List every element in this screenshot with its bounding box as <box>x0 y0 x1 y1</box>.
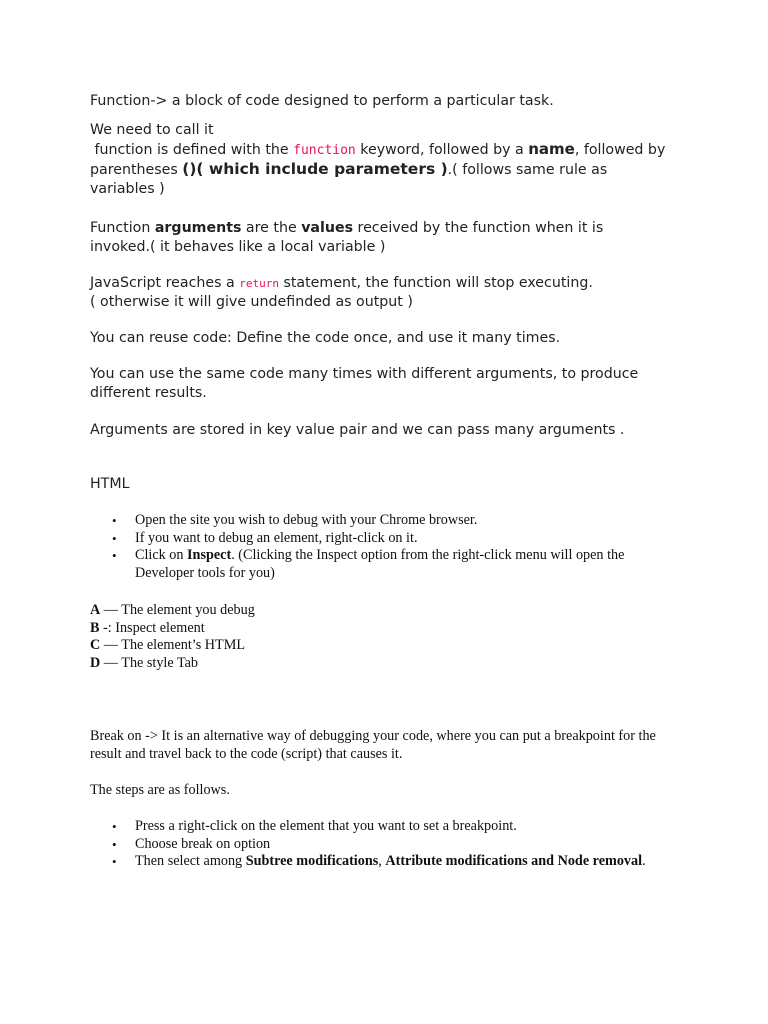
call-line-text: We need to call it <box>90 122 214 138</box>
stored-arguments-text: Arguments are stored in key value pair and we can pass many arguments . <box>90 422 625 438</box>
call-text-mid2: , followed by parentheses <box>90 142 666 178</box>
legend-key-a: A <box>90 602 101 618</box>
break-step-1-text: Press a right-click on the element that you want to set a breakpoint. <box>135 818 517 834</box>
function-call-paragraph <box>90 121 670 199</box>
call-text-pre: function is defined with the <box>90 142 294 158</box>
arguments-text-tail: received by the function when it is invoked.( it behaves like a local variable ) <box>90 220 604 255</box>
legend-item-d <box>90 655 680 673</box>
call-text-tail: .( follows same rule as variables ) <box>90 162 608 197</box>
function-keyword-code: function <box>293 143 356 158</box>
legend-item-b <box>90 620 680 638</box>
break-step-2-text: Choose break on option <box>135 835 271 852</box>
legend-item-a <box>90 602 680 620</box>
same-code-paragraph <box>90 365 670 403</box>
legend-text-d: — The style Tab <box>100 654 199 671</box>
debug-step-3-pre: Click on <box>135 547 188 563</box>
name-bold: name <box>528 140 575 158</box>
legend-text-c: — The element’s HTML <box>100 637 245 653</box>
return-text-tail: statement, the function will stop executing. <box>278 275 593 291</box>
function-definition-paragraph <box>90 92 680 111</box>
steps-intro-text: The steps are as follows. <box>90 782 230 798</box>
return-text-line2: ( otherwise it will give undefinded as output ) <box>90 294 413 310</box>
values-bold: values <box>301 220 354 236</box>
reuse-paragraph <box>90 329 680 348</box>
steps-intro-paragraph <box>90 782 680 800</box>
break-on-paragraph <box>90 728 675 763</box>
arguments-text-mid: are the <box>241 220 302 236</box>
break-step-3-sep: , <box>378 853 386 869</box>
break-on-text: Break on -> It is an alternative way of debugging your code, where you can put a breakpoint for the result and travel back to the code (script) that causes it. <box>90 728 656 762</box>
return-keyword-code: return <box>239 277 279 290</box>
list-item <box>90 818 650 836</box>
return-text-pre: JavaScript reaches a <box>90 275 240 291</box>
parameters-bold: ()( which include parameters ) <box>182 160 448 178</box>
arguments-bold: arguments <box>154 220 242 236</box>
list-item <box>90 853 650 871</box>
stored-arguments-paragraph <box>90 421 680 440</box>
same-code-text: You can use the same code many times with different arguments, to produce different results. <box>90 366 639 401</box>
call-text-mid1: keyword, followed by a <box>355 142 529 158</box>
break-steps-list <box>90 818 650 871</box>
reuse-text: You can reuse code: Define the code once, and use it many times. <box>90 330 561 346</box>
list-item <box>90 512 670 530</box>
function-definition-text: Function-> a block of code designed to perform a particular task. <box>90 93 554 109</box>
arguments-text-pre: Function <box>90 220 155 236</box>
element-legend <box>90 602 680 672</box>
list-item <box>90 530 670 548</box>
html-heading-text: HTML <box>90 476 130 492</box>
legend-text-b: -: Inspect element <box>99 619 205 636</box>
return-paragraph <box>90 274 680 312</box>
attribute-modifications-bold: Attribute modifications and Node removal <box>385 853 643 869</box>
legend-item-c <box>90 637 680 655</box>
list-item <box>90 836 650 854</box>
debug-step-3-tail: . (Clicking the Inspect option from the right-click menu will open the Developer tools for you) <box>135 547 625 581</box>
legend-key-c: C <box>90 637 101 653</box>
arguments-paragraph <box>90 219 630 257</box>
inspect-bold: Inspect <box>187 547 232 563</box>
break-step-3-tail: . <box>642 853 646 869</box>
debug-steps-list <box>90 512 670 582</box>
list-item <box>90 547 670 582</box>
html-heading <box>90 475 680 494</box>
debug-step-2-text: If you want to debug an element, right-click on it. <box>135 529 418 546</box>
break-step-3-pre: Then select among <box>135 853 246 869</box>
subtree-modifications-bold: Subtree modifications <box>245 853 379 869</box>
debug-step-1-text: Open the site you wish to debug with your Chrome browser. <box>135 512 478 528</box>
legend-key-b: B <box>90 619 100 636</box>
legend-key-d: D <box>90 654 101 671</box>
legend-text-a: — The element you debug <box>100 602 255 618</box>
